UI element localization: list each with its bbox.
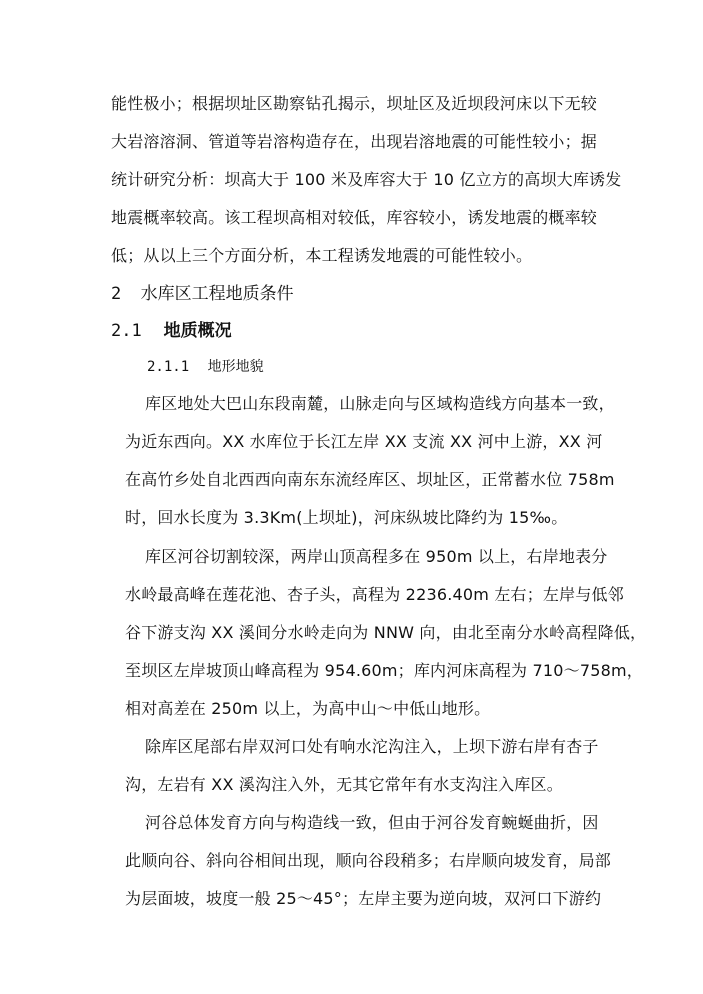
paragraph-3-line-5: 相对高差在 250m 以上，为高中山～中低山地形。 [125, 699, 491, 718]
paragraph-5-line-3: 为层面坡，坡度一般 25～45°；左岸主要为逆向坡，双河口下游约 [125, 889, 602, 908]
section-2-1-1-heading [147, 357, 264, 377]
section-2-1-number: 2.1 [111, 321, 142, 341]
paragraph-4-line-2: 沟，左岩有 XX 溪沟注入外，无其它常年有水支沟注入库区。 [125, 775, 563, 794]
paragraph-1-line-4: 地震概率较高。该工程坝高相对较低，库容较小，诱发地震的概率较 [111, 208, 598, 227]
paragraph-1-line-1: 能性极小；根据坝址区勘察钻孔揭示，坝址区及近坝段河床以下无较 [111, 94, 598, 113]
paragraph-3-line-4: 至坝区左岸坡顶山峰高程为 954.60m；库内河床高程为 710～758m， [125, 661, 644, 680]
paragraph-5-line-1: 河谷总体发育方向与构造线一致，但由于河谷发育蜿蜒曲折，因 [145, 813, 599, 832]
paragraph-2-line-3: 在高竹乡处自北西西向南东东流经库区、坝址区，正常蓄水位 758m [125, 470, 615, 489]
paragraph-2-line-4: 时，回水长度为 3.3Km(上坝址)，河床纵坡比降约为 15‰。 [125, 508, 568, 527]
paragraph-1-line-5: 低；从以上三个方面分析，本工程诱发地震的可能性较小。 [111, 246, 533, 265]
paragraph-2-line-1: 库区地处大巴山东段南麓，山脉走向与区域构造线方向基本一致， [145, 394, 615, 413]
paragraph-3-line-2: 水岭最高峰在莲花池、杏子头，高程为 2236.40m 左右；左岸与低邻 [125, 585, 624, 604]
paragraph-3-line-1: 库区河谷切割较深，两岸山顶高程多在 950m 以上，右岸地表分 [145, 547, 608, 566]
section-2-1-1-title: 地形地貌 [207, 359, 264, 375]
paragraph-4-line-1: 除库区尾部右岸双河口处有响水沱沟注入，上坝下游右岸有杏子 [145, 737, 599, 756]
paragraph-2-line-2: 为近东西向。XX 水库位于长江左岸 XX 支流 XX 河中上游，XX 河 [125, 432, 603, 451]
section-2-number: 2 [111, 284, 122, 304]
paragraph-5-line-2: 此顺向谷、斜向谷相间出现，顺向谷段稍多；右岸顺向坡发育，局部 [125, 851, 612, 870]
section-2-1-heading [111, 320, 232, 342]
section-2-1-1-number: 2.1.1 [147, 359, 190, 375]
section-2-title: 水库区工程地质条件 [140, 284, 294, 304]
paragraph-1-line-2: 大岩溶溶洞、管道等岩溶构造存在，出现岩溶地震的可能性较小；据 [111, 132, 598, 151]
section-2-1-title: 地质概况 [163, 321, 232, 341]
paragraph-3-line-3: 谷下游支沟 XX 溪间分水岭走向为 NNW 向，由北至南分水岭高程降低， [125, 623, 647, 642]
paragraph-1-line-3: 统计研究分析：坝高大于 100 米及库容大于 10 亿立方的高坝大库诱发 [111, 170, 622, 189]
section-2-heading [111, 283, 294, 305]
